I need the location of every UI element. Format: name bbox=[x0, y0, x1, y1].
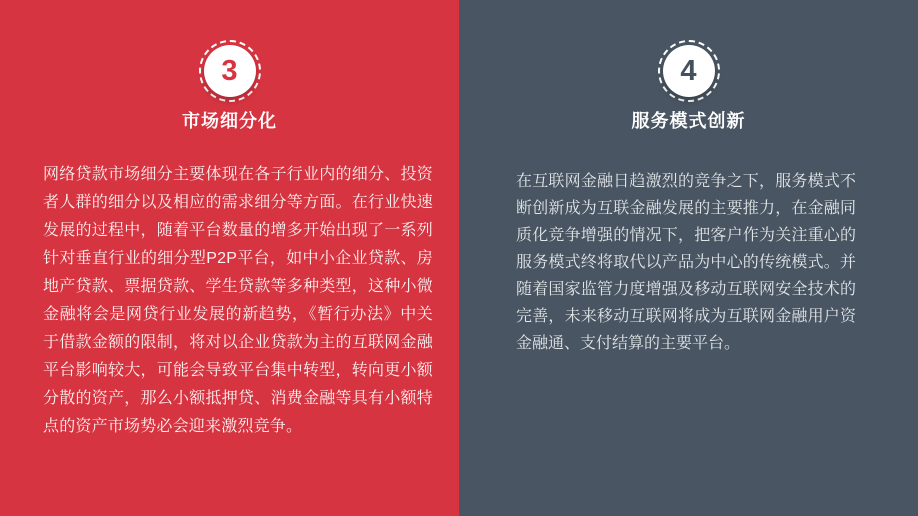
step-4-badge bbox=[663, 45, 715, 97]
step-3-badge bbox=[204, 45, 256, 97]
step-4-badge-ring bbox=[658, 40, 720, 102]
panel-service-model-innovation bbox=[459, 0, 918, 516]
step-3-number: 3 bbox=[221, 54, 238, 87]
panel-body-service-model-innovation: 在互联网金融日趋激烈的竞争之下，服务模式不断创新成为互联金融发展的主要推力，在金融同质化竞争增强的情况下，把客户作为关注重心的服务模式终将取代以产品为中心的传统模式。并随着国家监管力度增强及移动互联网安全技术的完善，未来移动互联网将成为互联网金融用户资金融通、支付结算的主要平台。 bbox=[516, 173, 856, 352]
panel-title-service-model-innovation: 服务模式创新 bbox=[631, 111, 746, 131]
panel-body-market-segmentation: 网络贷款市场细分主要体现在各子行业内的细分、投资者人群的细分以及相应的需求细分等方面。在行业快速发展的过程中，随着平台数量的增多开始出现了一系列针对垂直行业的细分型P2P平台，如中小企业贷款、房地产贷款、票据贷款、学生贷款等多种类型，这种小微金融将会是网贷行业发展的新趋势，《暂行办法》中关于借款金额的限制，将对以企业贷款为主的互联网金融平台影响较大，可能会导致平台集中转型，转向更小额分散的资产，那么小额抵押贷、消费金融等具有小额特点的资产市场势必会迎来激烈竞争。 bbox=[43, 166, 433, 435]
step-3-badge-ring bbox=[199, 40, 261, 102]
step-4-number: 4 bbox=[680, 54, 697, 87]
panel-title-market-segmentation: 市场细分化 bbox=[182, 111, 277, 131]
